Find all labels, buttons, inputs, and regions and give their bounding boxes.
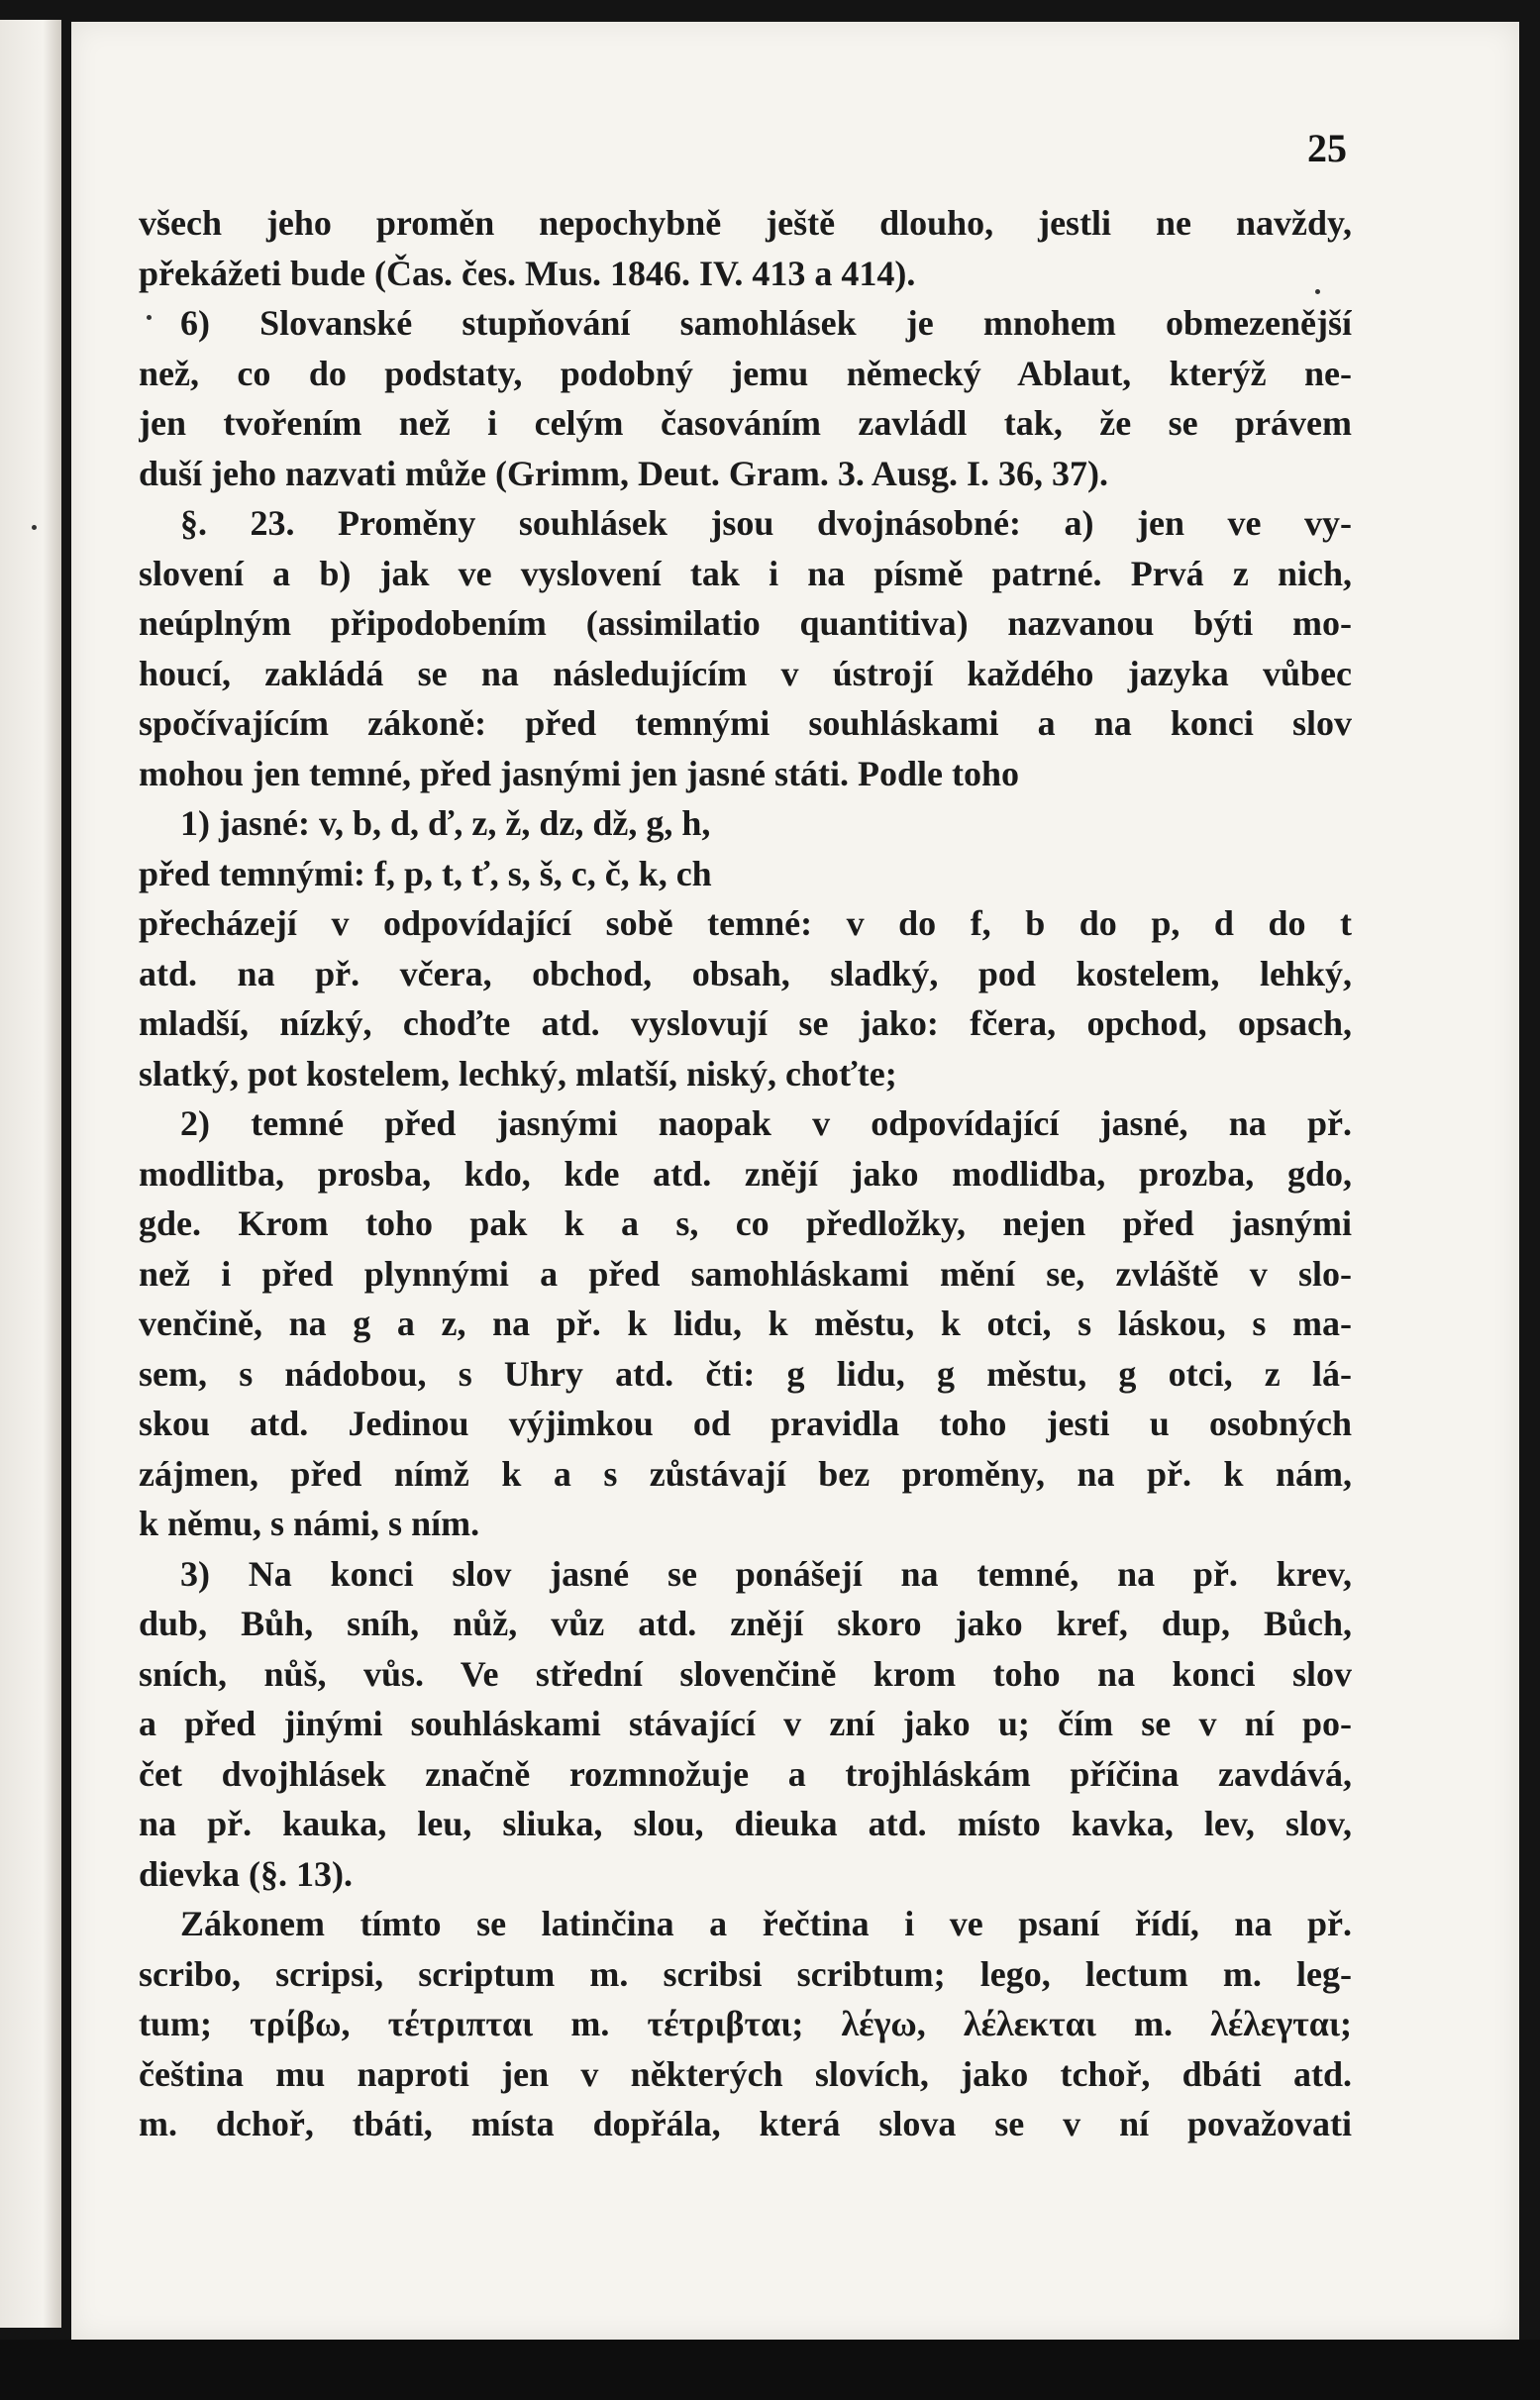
text-line: houcí, zakládá se na následujícím v ústrojí každého jazyka vůbec	[139, 653, 1352, 693]
text-line: čet dvojhlásek značně rozmnožuje a trojhláskám příčina zavdává,	[139, 1753, 1352, 1794]
print-speck	[147, 315, 152, 320]
text-line: scribo, scripsi, scriptum m. scribsi scribtum; lego, lectum m. leg-	[139, 1953, 1352, 1994]
text-line: skou atd. Jedinou výjimkou od pravidla toho jesti u osobných	[139, 1404, 1352, 1443]
scan-border-bottom	[0, 2340, 1540, 2400]
text-line: gde. Krom toho pak k a s, co předložky, nejen před jasnými	[139, 1203, 1352, 1243]
text-line: tum; τρίβω, τέτριπται m. τέτριβται; λέγω, λέλεκται m. λέλεγται;	[139, 2004, 1352, 2043]
text-line: slatký, pot kostelem, lechký, mlatší, niský, choťte;	[139, 1053, 897, 1094]
text-line: Zákonem tímto se latinčina a řečtina i ve psaní řídí, na př.	[180, 1904, 1352, 1943]
text-line: před temnými: f, p, t, ť, s, š, c, č, k, ch	[139, 853, 712, 893]
text-line: sem, s nádobou, s Uhry atd. čti: g lidu, g městu, g otci, z lá-	[139, 1353, 1352, 1394]
text-line: spočívajícím zákoně: před temnými souhláskami a na konci slov	[139, 703, 1352, 743]
text-line: 6) Slovanské stupňování samohlásek je mnohem obmezenější	[180, 303, 1352, 343]
text-line: duší jeho nazvati může (Grimm, Deut. Gram. 3. Ausg. I. 36, 37).	[139, 453, 1108, 493]
text-line: 1) jasné: v, b, d, ď, z, ž, dz, dž, g, h,	[180, 803, 711, 843]
page-number: 25	[1307, 126, 1347, 170]
text-line: než, co do podstaty, podobný jemu německý Ablaut, kterýž ne-	[139, 353, 1352, 393]
text-line: m. dchoř, tbáti, místa dopřála, která slova se v ní považovati	[139, 2104, 1352, 2143]
text-line: dievka (§. 13).	[139, 1853, 353, 1894]
previous-page-edge	[0, 20, 61, 2328]
text-line: venčině, na g a z, na př. k lidu, k městu, k otci, s láskou, s ma-	[139, 1304, 1352, 1343]
text-line: k němu, s námi, s ním.	[139, 1504, 480, 1543]
text-line: sních, nůš, vůs. Ve střední slovenčině krom toho na konci slov	[139, 1653, 1352, 1694]
text-line: 2) temné před jasnými naopak v odpovídající jasné, na př.	[180, 1103, 1352, 1143]
text-line: neúplným připodobením (assimilatio quantitiva) nazvanou býti mo-	[139, 603, 1352, 643]
text-line: a před jinými souhláskami stávající v zní jako u; čím se v ní po-	[139, 1704, 1352, 1743]
text-line: všech jeho proměn nepochybně ještě dlouho, jestli ne navždy,	[139, 203, 1352, 243]
text-line: 3) Na konci slov jasné se ponášejí na temné, na př. krev,	[180, 1553, 1352, 1594]
text-line: než i před plynnými a před samohláskami mění se, zvláště v slo-	[139, 1253, 1352, 1294]
text-line: atd. na př. včera, obchod, obsah, sladký, pod kostelem, lehký,	[139, 953, 1352, 993]
text-line: mohou jen temné, před jasnými jen jasné státi. Podle toho	[139, 753, 1019, 793]
text-line: přecházejí v odpovídající sobě temné: v do f, b do p, d do t	[139, 903, 1352, 943]
text-line: čeština mu naproti jen v některých slovích, jako tchoř, dbáti atd.	[139, 2053, 1352, 2094]
text-line: modlitba, prosba, kdo, kde atd. znějí jako modlidba, prozba, gdo,	[139, 1153, 1352, 1194]
text-line: jen tvořením než i celým časováním zavládl tak, že se právem	[139, 403, 1352, 443]
page-body-text	[139, 198, 1352, 2149]
text-line: §. 23. Proměny souhlásek jsou dvojnásobné: a) jen ve vy-	[180, 503, 1352, 543]
print-speck	[32, 525, 37, 530]
text-line: překážeti bude (Čas. čes. Mus. 1846. IV. 413 a 414).	[139, 253, 916, 293]
text-line: na př. kauka, leu, sliuka, slou, dieuka atd. místo kavka, lev, slov,	[139, 1804, 1352, 1843]
text-line: zájmen, před nímž k a s zůstávají bez proměny, na př. k nám,	[139, 1453, 1352, 1494]
text-line: mladší, nízký, choďte atd. vyslovují se jako: fčera, opchod, opsach,	[139, 1003, 1352, 1043]
text-line: slovení a b) jak ve vyslovení tak i na písmě patrné. Prvá z nich,	[139, 553, 1352, 593]
print-speck	[1315, 289, 1320, 294]
text-line: dub, Bůh, sníh, nůž, vůz atd. znějí skoro jako kref, dup, Bůch,	[139, 1604, 1352, 1643]
